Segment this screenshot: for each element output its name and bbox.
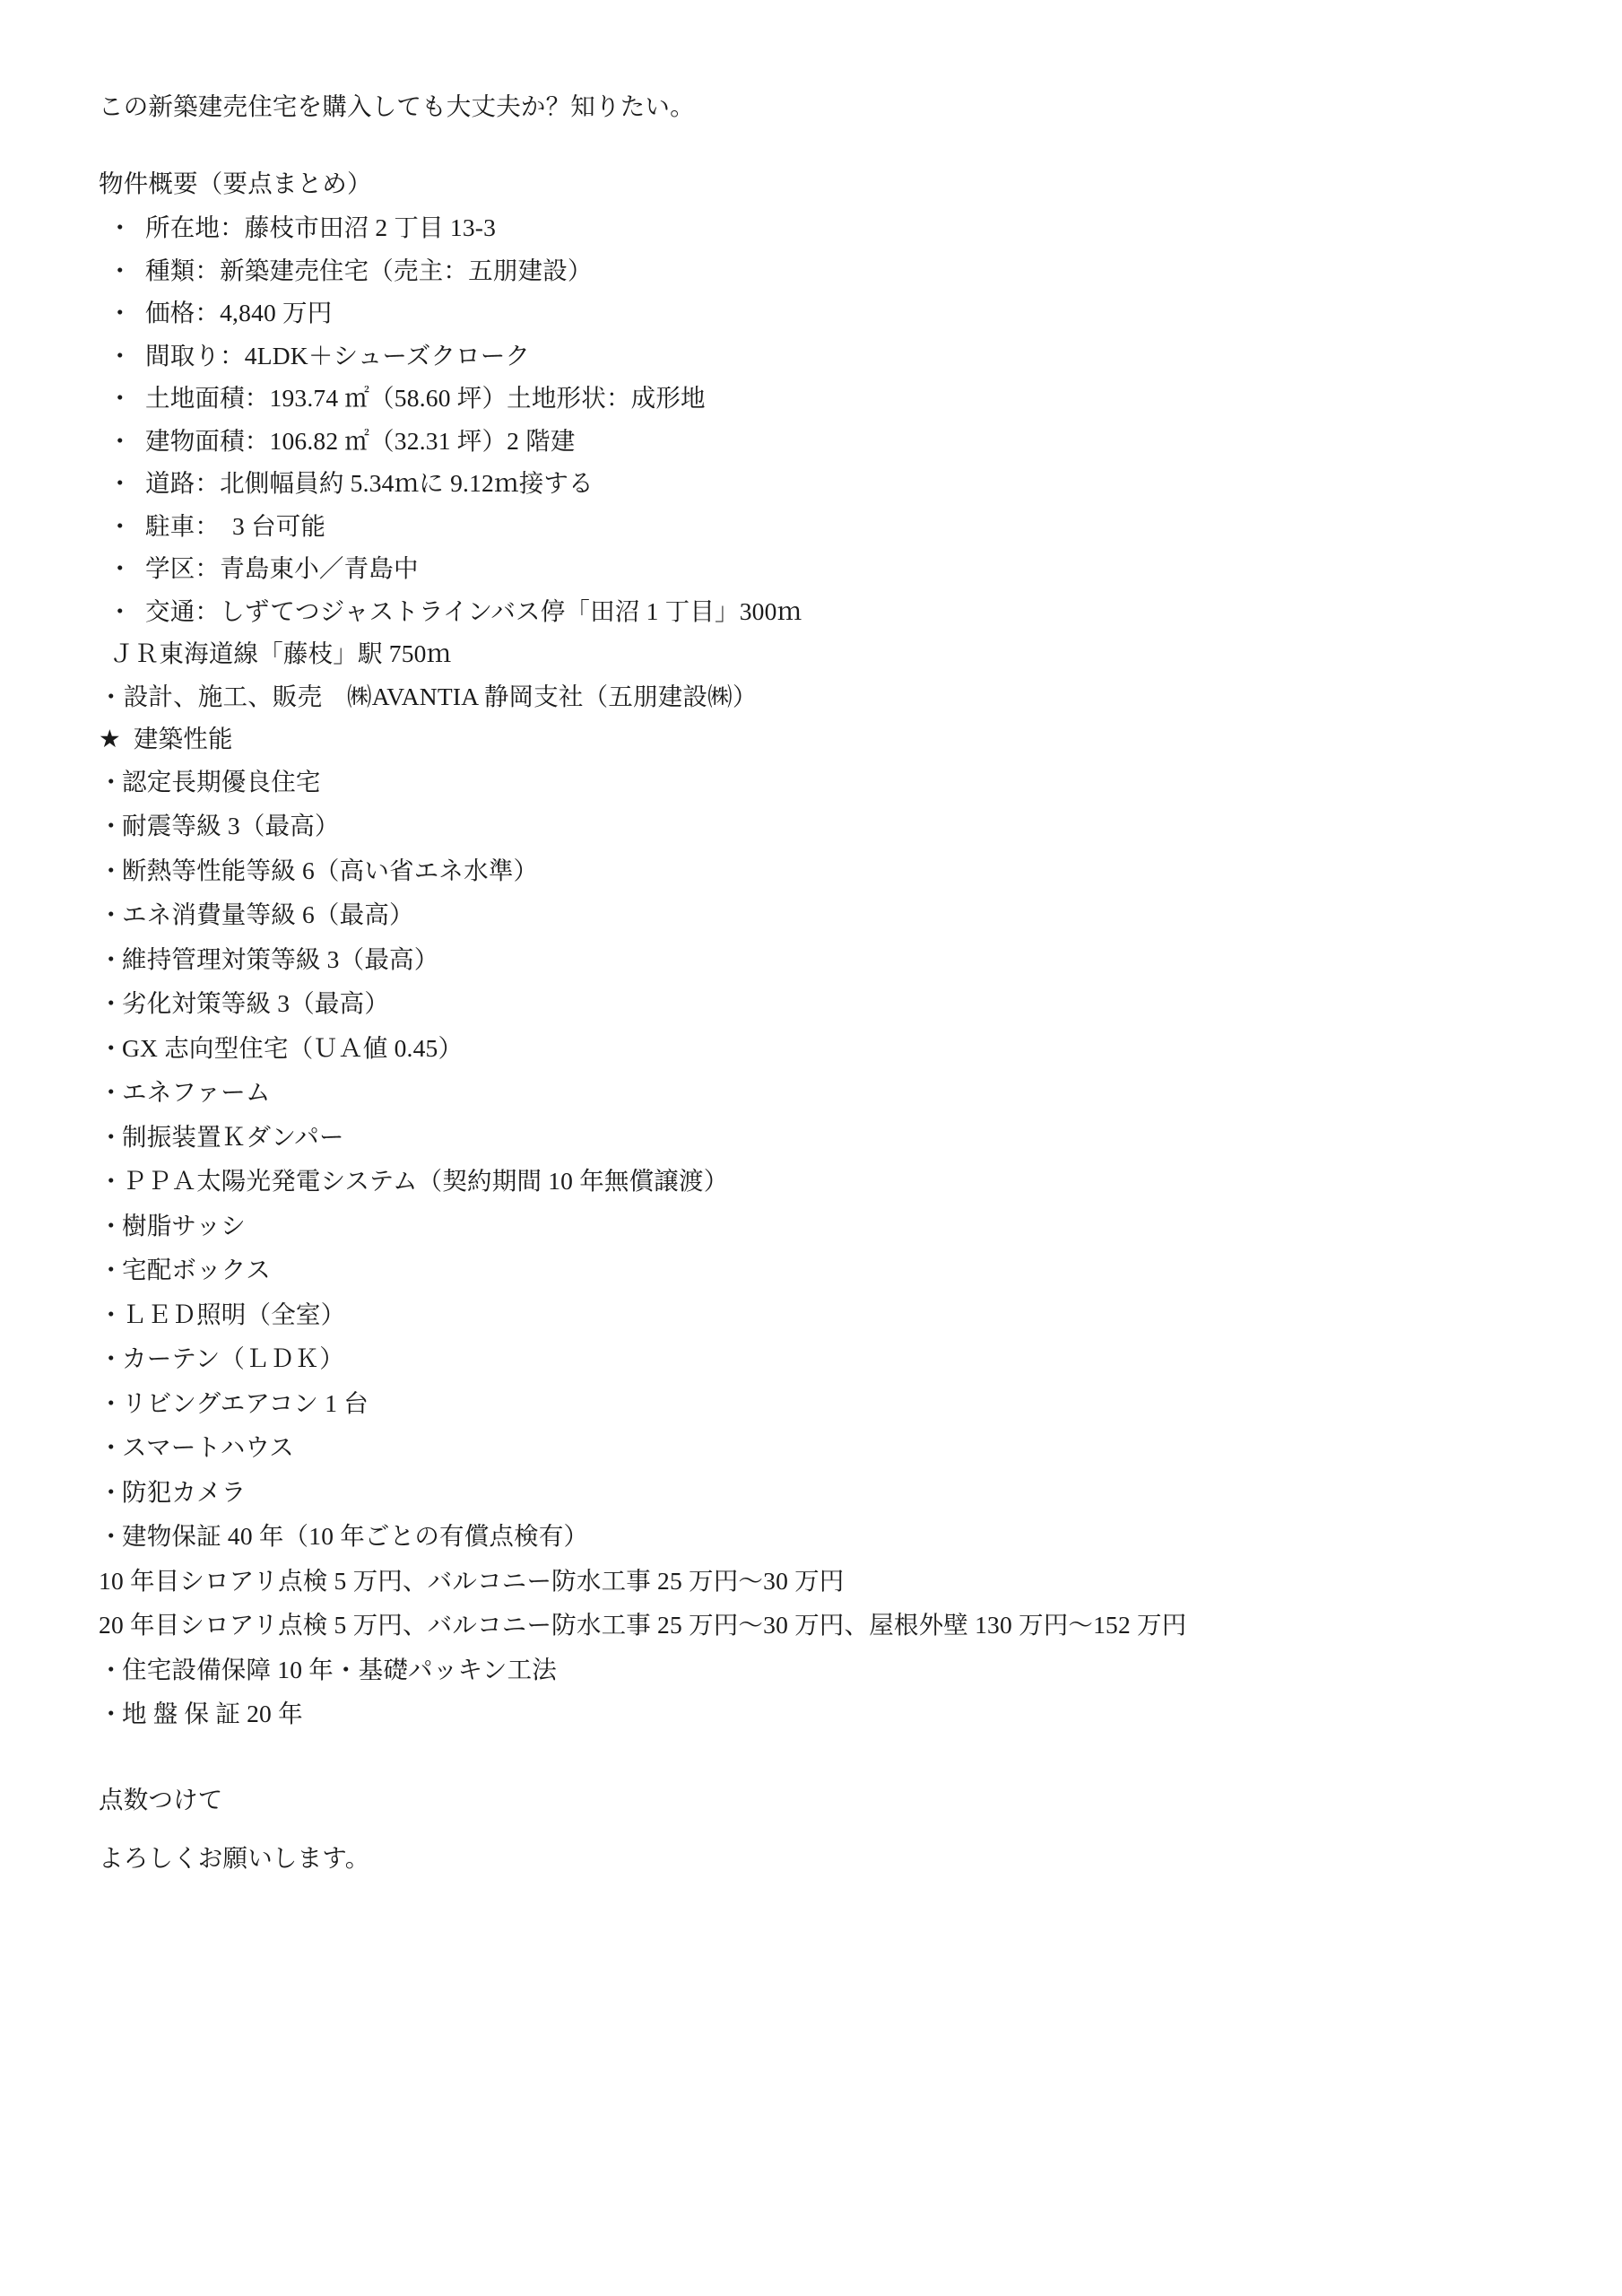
list-item-label: 交通：しずてつジャストラインバス停「田沼 1 丁目」300ｍ (145, 596, 802, 625)
list-item (99, 1657, 1523, 1683)
closing-line: よろしくお願いします。 (99, 1844, 370, 1872)
list-item-label: 宅配ボックス (122, 1256, 271, 1283)
spacer (99, 1746, 1523, 1787)
list-item (99, 471, 1523, 496)
list-item-label: 断熱等性能等級 6（高い省エネ水準） (122, 856, 539, 884)
list-item-label: 種類：新築建売住宅（売主：五朋建設） (145, 256, 593, 284)
list-item-label: 土地面積：193.74 ㎡（58.60 坪）土地形状：成形地 (145, 384, 706, 412)
bullet-marker: ・ (99, 1033, 124, 1062)
list-item (99, 215, 1523, 240)
list-item (99, 813, 1523, 839)
bullet-marker: ・ (108, 213, 133, 241)
bullet-marker: ・ (99, 1300, 124, 1328)
list-item-label: ＰＰＡ太陽光発電システム（契約期間 10 年無償譲渡） (122, 1167, 729, 1195)
list-item-label: 防犯カメラ (122, 1477, 247, 1506)
extra-features-list (99, 1657, 1523, 1726)
list-item (99, 1477, 1523, 1506)
list-item-label: 駐車： 3 台可能 (145, 511, 326, 540)
bullet-marker: ・ (99, 1256, 124, 1283)
list-item-label: 建物面積：106.82 ㎡（32.31 坪）2 階建 (145, 426, 576, 455)
bullet-marker: ・ (99, 812, 124, 839)
list-item-label: カーテン（ＬＤＫ） (122, 1344, 344, 1372)
list-item-label: GX 志向型住宅（ＵＡ値 0.45） (122, 1033, 464, 1062)
list-item-label: 学区：青島東小／青島中 (145, 554, 419, 582)
list-item-label: ＬＥＤ照明（全室） (122, 1300, 346, 1328)
list-item-label: 認定長期優良住宅 (122, 767, 321, 796)
list-item (99, 1213, 1523, 1239)
list-item (99, 1346, 1523, 1371)
list-item (99, 1122, 1523, 1151)
list-item-label: 地 盤 保 証 20 年 (122, 1700, 303, 1727)
bullet-marker: ・ (99, 1655, 124, 1683)
list-item (99, 1524, 1523, 1549)
bullet-marker: ・ (99, 1344, 124, 1372)
list-item (99, 1080, 1523, 1105)
list-item (99, 1257, 1523, 1283)
list-item (99, 1701, 1523, 1726)
bullet-marker: ・ (108, 256, 133, 284)
bullet-marker: ・ (108, 511, 133, 540)
list-item (99, 300, 1523, 326)
warranty-note-20y: 20 年目シロアリ点検 5 万円、バルコニー防水工事 25 万円〜30 万円、屋根外壁 130 万円〜152 万円 (99, 1611, 1187, 1639)
star-icon: ★ (99, 725, 121, 752)
list-item-label: 所在地：藤枝市田沼 2 丁目 13-3 (145, 213, 497, 241)
bullet-marker: ・ (99, 1700, 124, 1727)
list-item (99, 341, 1523, 370)
list-item (99, 767, 1523, 796)
list-item (99, 1033, 1523, 1062)
list-item (99, 1388, 1523, 1417)
list-item (99, 1169, 1523, 1194)
list-item (99, 596, 1523, 625)
bullet-marker: ・ (99, 944, 124, 973)
list-item-label: 制振装置Ｋダンパー (122, 1122, 344, 1151)
intro-paragraph: この新築建売住宅を購入しても大丈夫か？知りたい。 (99, 92, 695, 120)
bullet-marker: ・ (108, 341, 133, 370)
list-item (99, 944, 1523, 973)
bullet-marker: ・ (99, 1122, 124, 1151)
bullet-marker: ・ (108, 469, 133, 497)
bullet-marker: ・ (99, 900, 124, 928)
bullet-marker: ・ (108, 596, 133, 625)
bullet-marker: ・ (99, 1522, 124, 1550)
list-item-label: エネファーム (122, 1078, 271, 1106)
list-item (99, 386, 1523, 411)
bullet-marker: ・ (99, 1078, 124, 1106)
bullet-marker: ・ (108, 426, 133, 455)
list-item-label: エネ消費量等級 6（最高） (122, 900, 414, 928)
list-item (99, 1302, 1523, 1327)
bullet-marker: ・ (99, 1167, 124, 1195)
bullet-marker: ・ (108, 554, 133, 582)
list-item-label: 住宅設備保障 10 年・基礎パッキン工法 (122, 1655, 557, 1683)
list-item-label: 建物保証 40 年（10 年ごとの有償点検有） (122, 1522, 589, 1550)
list-item-label: 樹脂サッシ (122, 1211, 246, 1239)
list-item (99, 258, 1523, 283)
design-build-sales-line: ・設計、施工、販売 ㈱AVANTIA 静岡支社（五朋建設㈱） (99, 682, 758, 710)
list-item-label: 維持管理対策等級 3（最高） (122, 944, 439, 973)
list-item-label: 劣化対策等級 3（最高） (122, 989, 390, 1017)
list-item (99, 1435, 1523, 1460)
bullet-marker: ・ (99, 1433, 124, 1461)
warranty-note-10y: 10 年目シロアリ点検 5 万円、バルコニー防水工事 25 万円〜30 万円 (99, 1566, 845, 1595)
performance-heading-label: 建築性能 (133, 725, 233, 752)
request-line: 点数つけて (99, 1785, 223, 1813)
list-item (99, 991, 1523, 1016)
document-body (99, 94, 1523, 1871)
overview-title: 物件概要（要点まとめ） (99, 169, 372, 197)
bullet-marker: ・ (108, 299, 133, 326)
bullet-marker: ・ (99, 767, 124, 796)
list-item-label: 間取り：4LDK＋シューズクローク (145, 341, 531, 370)
list-item-label: 耐震等級 3（最高） (122, 812, 340, 839)
list-item (99, 902, 1523, 927)
bullet-marker: ・ (99, 1211, 124, 1239)
list-item-label: 価格：4,840 万円 (145, 299, 333, 326)
bullet-marker: ・ (99, 1477, 124, 1506)
list-item (99, 426, 1523, 455)
bullet-marker: ・ (99, 1388, 124, 1417)
list-item (99, 511, 1523, 540)
list-item (99, 858, 1523, 883)
bullet-marker: ・ (99, 856, 124, 884)
list-item-label: 道路：北側幅員約 5.34ｍに 9.12ｍ接する (145, 469, 594, 497)
bullet-marker: ・ (108, 384, 133, 412)
features-list (99, 767, 1523, 1550)
list-item (99, 556, 1523, 581)
performance-heading (99, 726, 1523, 752)
bullet-marker: ・ (99, 989, 124, 1017)
overview-list (99, 215, 1523, 623)
list-item-label: スマートハウス (122, 1433, 294, 1461)
transport-second-line: ＪＲ東海道線「藤枝」駅 750ｍ (109, 639, 452, 667)
list-item-label: リビングエアコン 1 台 (122, 1388, 369, 1417)
